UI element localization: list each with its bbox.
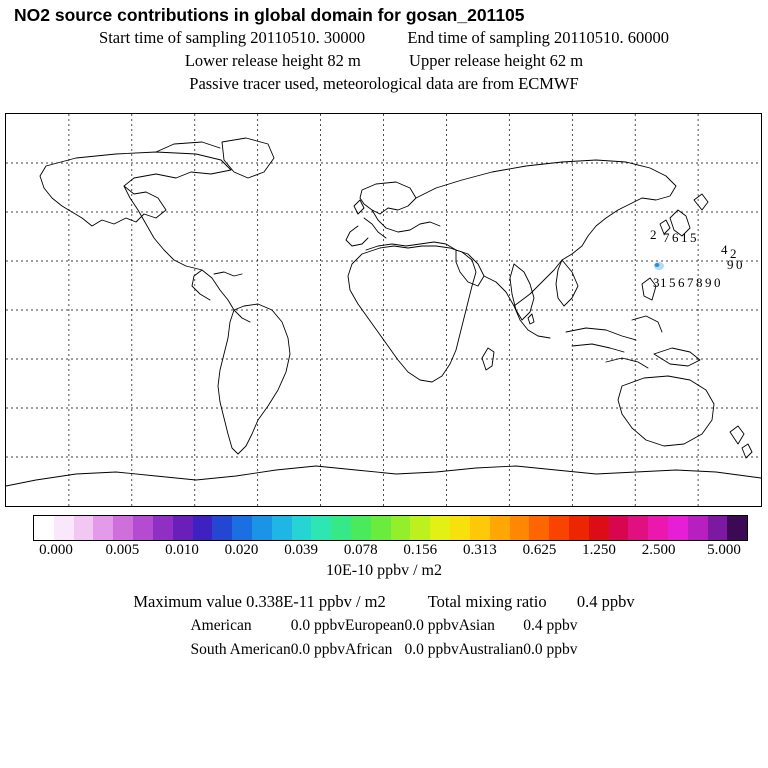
- region-value-european: 0.0 ppbv: [404, 617, 459, 634]
- colorbar-cell-28: [589, 516, 609, 540]
- colorbar-cell-17: [371, 516, 391, 540]
- station-label-9a: 9: [727, 257, 734, 272]
- colorbar-cell-6: [153, 516, 173, 540]
- colorbar-cell-3: [93, 516, 113, 540]
- colorbar-tick-9: 1.250: [582, 542, 616, 558]
- region-name-european: European: [345, 617, 405, 634]
- colorbar-unit-label: 10E-10 ppbv / m2: [326, 562, 442, 579]
- station-label-0a: 0: [736, 257, 743, 272]
- lower-release-height-label: Lower release height 82 m: [184, 51, 361, 70]
- colorbar-cell-15: [331, 516, 351, 540]
- station-label-5a: 5: [690, 230, 697, 245]
- colorbar-cell-31: [648, 516, 668, 540]
- table-row: [190, 614, 577, 638]
- colorbar-cell-20: [430, 516, 450, 540]
- colorbar-cell-32: [668, 516, 688, 540]
- region-name-american: American: [190, 617, 252, 634]
- stats-footer: [0, 590, 768, 662]
- global-map-panel: [5, 113, 762, 507]
- station-label-1b: 1: [660, 275, 667, 290]
- colorbar-cell-21: [450, 516, 470, 540]
- region-value-australian: 0.0 ppbv: [523, 641, 578, 658]
- region-name-australian: Australian: [458, 641, 524, 658]
- colorbar-cell-27: [569, 516, 589, 540]
- plume-blob: [654, 262, 664, 270]
- colorbar: [33, 515, 748, 541]
- region-value-american: 0.0 ppbv: [290, 617, 346, 634]
- colorbar-cell-22: [470, 516, 490, 540]
- colorbar-cell-33: [688, 516, 708, 540]
- graticule-lines: [6, 114, 761, 506]
- upper-release-height-label: Upper release height 62 m: [409, 51, 584, 70]
- colorbar-cell-25: [529, 516, 549, 540]
- total-mixing-ratio-value: 0.4 ppbv: [576, 592, 635, 611]
- maximum-value-label: Maximum value 0.338E-11 ppbv / m2: [133, 592, 386, 611]
- station-label-6b: 6: [678, 275, 685, 290]
- header: [0, 0, 768, 95]
- station-label-0b: 0: [714, 275, 721, 290]
- sampling-times: [0, 26, 768, 49]
- release-heights: [0, 49, 768, 72]
- colorbar-cell-12: [272, 516, 292, 540]
- colorbar-tick-11: 5.000: [707, 542, 741, 558]
- colorbar-cell-34: [708, 516, 728, 540]
- colorbar-tick-2: 0.010: [165, 542, 199, 558]
- colorbar-cell-5: [133, 516, 153, 540]
- colorbar-cell-8: [193, 516, 213, 540]
- colorbar-cell-9: [212, 516, 232, 540]
- colorbar-tick-8: 0.625: [522, 542, 557, 558]
- station-label-2b: 2: [730, 246, 737, 261]
- station-label-5b: 5: [669, 275, 676, 290]
- colorbar-cell-35: [727, 516, 747, 540]
- region-name-african: African: [345, 641, 393, 658]
- tracer-note: Passive tracer used, meteorological data are from ECMWF: [189, 74, 579, 93]
- colorbar-cell-23: [490, 516, 510, 540]
- station-label-7: 7: [663, 230, 670, 245]
- total-mixing-ratio-label: Total mixing ratio: [427, 592, 547, 611]
- station-label-1a: 1: [681, 230, 688, 245]
- region-value-asian: 0.4 ppbv: [523, 617, 578, 634]
- colorbar-cell-18: [391, 516, 411, 540]
- colorbar-cell-2: [74, 516, 94, 540]
- world-map: [6, 114, 761, 506]
- colorbar-cell-24: [510, 516, 530, 540]
- page-title: NO2 source contributions in global domain for gosan_201105: [14, 5, 525, 25]
- station-label-9b: 9: [705, 275, 712, 290]
- colorbar-cell-4: [113, 516, 133, 540]
- station-label-4: 4: [721, 242, 728, 257]
- station-label-2a: 2: [650, 227, 657, 242]
- stats-headline: [0, 590, 768, 614]
- region-name-asian: Asian: [458, 617, 495, 634]
- colorbar-cell-13: [292, 516, 312, 540]
- colorbar-tick-4: 0.039: [284, 542, 318, 558]
- colorbar-cell-16: [351, 516, 371, 540]
- station-label-3: 3: [653, 275, 660, 290]
- colorbar-tick-5: 0.078: [343, 542, 378, 558]
- colorbar-cell-29: [609, 516, 629, 540]
- colorbar-cell-14: [311, 516, 331, 540]
- colorbar-cell-26: [549, 516, 569, 540]
- end-time-label: End time of sampling 20110510. 60000: [407, 28, 669, 47]
- region-contribution-table: [190, 614, 577, 662]
- colorbar-cell-0: [34, 516, 54, 540]
- colorbar-tick-10: 2.500: [641, 542, 676, 558]
- region-value-south-american: 0.0 ppbv: [290, 641, 346, 658]
- region-name-south-american: South American: [190, 641, 291, 658]
- colorbar-tick-6: 0.156: [403, 542, 438, 558]
- colorbar-tick-0: 0.000: [39, 542, 73, 558]
- table-row: [190, 638, 577, 662]
- start-time-label: Start time of sampling 20110510. 30000: [99, 28, 366, 47]
- station-label-6: 6: [672, 230, 679, 245]
- colorbar-cell-10: [232, 516, 252, 540]
- colorbar-tick-labels: [0, 542, 768, 558]
- colorbar-cell-1: [54, 516, 74, 540]
- station-label-7b: 7: [687, 275, 694, 290]
- colorbar-cell-11: [252, 516, 272, 540]
- colorbar-tick-3: 0.020: [224, 542, 259, 558]
- colorbar-cell-19: [410, 516, 430, 540]
- colorbar-tick-1: 0.005: [105, 542, 140, 558]
- colorbar-tick-7: 0.313: [463, 542, 497, 558]
- colorbar-cell-30: [628, 516, 648, 540]
- region-value-african: 0.0 ppbv: [404, 641, 459, 658]
- station-label-8: 8: [696, 275, 703, 290]
- colorbar-cell-7: [173, 516, 193, 540]
